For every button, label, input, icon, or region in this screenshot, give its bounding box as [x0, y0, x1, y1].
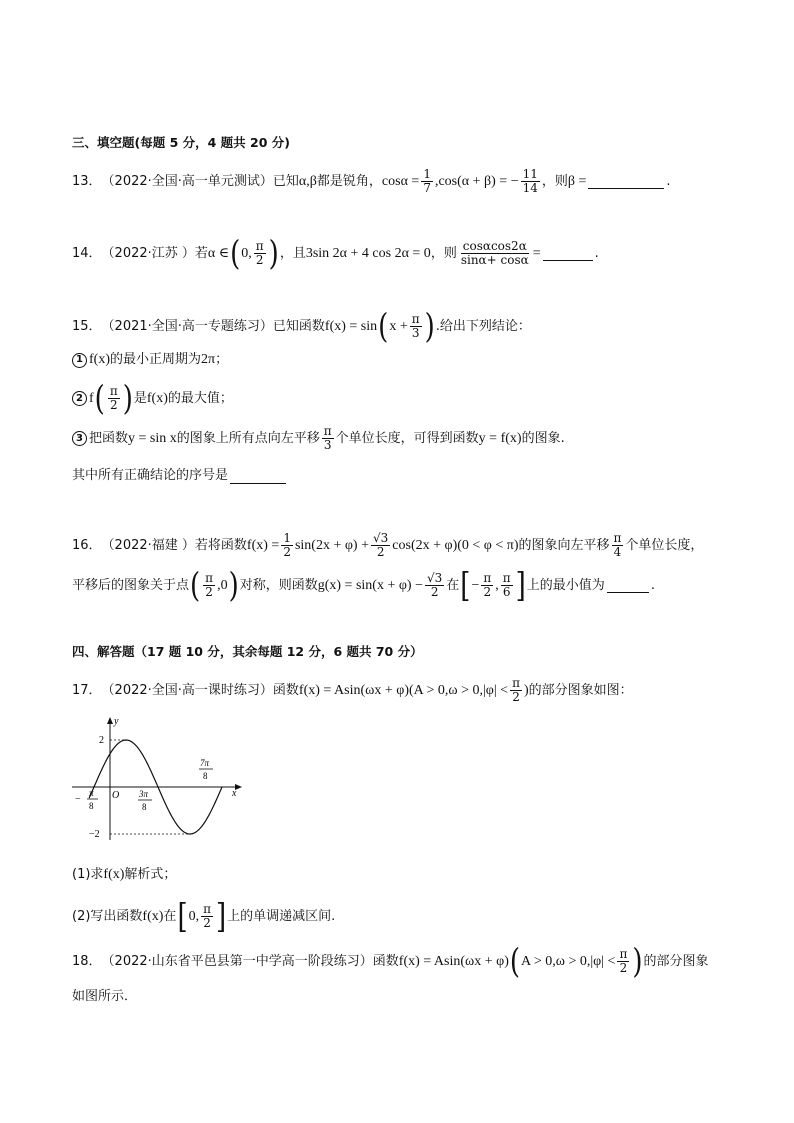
q17-p2-pi: π — [203, 902, 211, 916]
q13-f2-den: 14 — [522, 181, 538, 195]
q16-end: . — [650, 577, 655, 593]
tick-neg-den: 8 — [89, 801, 94, 811]
q16-text-3: 个单位长度， — [625, 537, 704, 553]
section-4-title: 四、解答题（17 题 10 分，其余每题 12 分，6 题共 70 分） — [72, 644, 423, 659]
q17-graph — [72, 708, 252, 843]
origin-label: O — [112, 790, 120, 801]
q15-mark-3: 3 — [72, 431, 87, 446]
tick-3-num: 3π — [139, 789, 149, 799]
question-18-line-2 — [72, 986, 137, 1008]
q15-c2-right-paren: ) — [122, 379, 133, 418]
question-13 — [72, 168, 671, 195]
question-16-line-2 — [72, 566, 655, 605]
x-axis-label: x — [232, 788, 237, 799]
q15-c1-fx: f(x) — [89, 352, 110, 367]
q16-interval-minus: − — [471, 577, 480, 593]
q14-left-paren: ( — [230, 234, 241, 273]
q18-text-2: 的部分图象 — [643, 953, 709, 969]
q13-answer-blank[interactable] — [588, 174, 664, 189]
question-16 — [72, 532, 703, 559]
q15-left-paren: ( — [378, 307, 389, 346]
y-min-label: −2 — [89, 829, 100, 840]
q18-number: 18． — [72, 953, 102, 969]
q17-text-2: 的部分图象如图： — [528, 682, 633, 698]
q13-f1-den: 7 — [423, 181, 431, 195]
q16-four: 4 — [613, 545, 622, 559]
q14-text-3: ，则 — [430, 245, 457, 261]
q15-c2-pi-over-2 — [108, 385, 120, 412]
question-15 — [72, 307, 531, 346]
q16-fx: f(x) = — [246, 537, 280, 553]
q16-text-5: 对称，则函数 — [239, 577, 318, 593]
q18-text-1: 函数 — [372, 953, 399, 969]
q14-source: （2022·江苏 ） — [101, 245, 195, 261]
tick-neg-num: π — [89, 788, 94, 798]
q16-point-right-paren: ) — [228, 566, 239, 605]
q17-pi-over-2 — [510, 677, 522, 704]
q15-c2-text-2: 的最大值； — [167, 390, 233, 406]
q16-point-pi-over-2 — [203, 572, 215, 599]
q18-fx: f(x) = Asin(ωx + φ) — [398, 953, 509, 969]
q14-pi-over-2 — [254, 240, 266, 267]
q13-f2-num: 11 — [522, 167, 538, 181]
q15-c2-left-paren: ( — [94, 379, 105, 418]
q15-ask-text: 其中所有正确结论的序号是 — [72, 468, 229, 483]
question-18 — [72, 942, 709, 981]
q14-equation: 3sin 2α + 4 cos 2α = 0 — [305, 245, 431, 261]
q15-right-paren: ) — [424, 307, 435, 346]
q16-root3-den: 2 — [376, 545, 385, 559]
q15-c2-f: f — [89, 390, 94, 406]
q15-conclusion-2 — [72, 379, 233, 418]
tick-3-den: 8 — [142, 802, 147, 812]
q13-number: 13． — [72, 173, 102, 189]
q15-c1-value: 2π — [201, 352, 216, 367]
q16-sin-part: sin(2x + φ) + — [294, 537, 369, 553]
q16-pt-two: 2 — [205, 585, 213, 599]
q18-left-paren: ( — [509, 942, 521, 981]
q16-pi-over-4 — [612, 532, 624, 559]
q16-point-rest: ,0 — [217, 577, 228, 593]
q16-half-num: 1 — [283, 531, 291, 545]
q16-answer-blank[interactable] — [607, 578, 649, 593]
q14-interval-start: 0, — [241, 245, 252, 261]
q15-source: （2021·全国·高一专题练习） — [101, 318, 273, 334]
q16-number: 16． — [72, 537, 102, 553]
q13-f1-num: 1 — [423, 167, 431, 181]
q16-interval-left-bracket: [ — [460, 566, 471, 605]
q14-ratio-num: cosαcos2α — [462, 239, 527, 253]
q18-text-3: 如图所示． — [72, 989, 138, 1004]
q16-root3: √3 — [373, 531, 389, 545]
q16-g-two: 2 — [430, 585, 439, 599]
q15-c1-text: 的最小正周期为 — [110, 352, 202, 367]
q13-fraction-11-14 — [521, 168, 540, 195]
q18-pi: π — [619, 947, 628, 961]
q14-ratio — [459, 240, 531, 267]
question-17 — [72, 677, 633, 704]
q15-c3-pi-over-3 — [322, 425, 334, 452]
q17-pi: π — [512, 676, 520, 690]
q15-c3-text-1: 把函数 — [89, 430, 129, 446]
q15-x-plus: x + — [389, 318, 408, 334]
q13-text-2: 都是锐角， — [316, 173, 382, 189]
q14-text-2: ，且 — [279, 245, 306, 261]
q18-two: 2 — [619, 961, 628, 975]
section-3-title: 三、填空题(每题 5 分，4 题共 20 分) — [72, 135, 290, 150]
q16-half-den: 2 — [283, 545, 291, 559]
q14-ratio-den: sinα+ cosα — [460, 253, 529, 267]
q16-interval-a — [481, 572, 493, 599]
q15-c3-three: 3 — [323, 438, 332, 452]
q14-two: 2 — [255, 253, 264, 267]
q15-mark-2: 2 — [72, 391, 87, 406]
q16-interval-right-bracket: ] — [515, 566, 526, 605]
q15-c3-text-2: 的图象上所有点向左平移 — [176, 430, 320, 446]
q17-two: 2 — [512, 690, 520, 704]
q15-c2-text-1: 是 — [133, 390, 147, 406]
q17-p2-text-c: 上的单调递减区间. — [227, 908, 336, 924]
y-axis-arrow — [107, 717, 113, 724]
q14-end: . — [594, 245, 599, 261]
q17-fx: f(x) = Asin(ωx + φ)(A > 0,ω > 0,|φ| < — [298, 682, 509, 698]
q13-text-1: 已知 — [272, 173, 299, 189]
q16-pi: π — [613, 531, 622, 545]
q17-p2-text-a: (2)写出函数 — [72, 908, 143, 924]
q15-text-1: 已知函数 — [272, 318, 325, 334]
q15-mark-1: 1 — [72, 353, 87, 368]
q17-source: （2022·全国·高一课时练习） — [101, 682, 273, 698]
q14-equals: = — [532, 245, 541, 261]
tick-7-num: 7π — [200, 758, 210, 768]
q16-root3-over-2 — [371, 532, 390, 559]
q16-half — [281, 532, 293, 559]
question-14 — [72, 234, 599, 273]
q15-c3-pi: π — [323, 424, 332, 438]
q13-cos-alpha-beta: ,cos(α + β) = − — [434, 173, 519, 189]
q14-pi: π — [255, 239, 264, 253]
q18-condition: A > 0,ω > 0,|φ| < — [521, 953, 616, 969]
q15-c3-y-sinx: y = sin x — [128, 430, 177, 446]
q15-c3-y-fx: y = f(x) — [478, 430, 522, 446]
q14-answer-blank[interactable] — [543, 246, 593, 261]
q16-interval-b — [501, 572, 513, 599]
q16-text-7: 上的最小值为 — [526, 577, 605, 593]
q17-p2-text-b: 在 — [163, 908, 177, 924]
q15-number: 15． — [72, 318, 102, 334]
q18-pi-over-2 — [617, 948, 629, 975]
q15-c1-end: ； — [215, 352, 229, 367]
q17-part-1 — [72, 864, 176, 886]
q15-c2-pi: π — [109, 384, 118, 398]
q15-conclusion-1 — [72, 349, 228, 371]
q17-p1-text-b: 解析式； — [124, 867, 177, 882]
q16-point-left-paren: ( — [190, 566, 201, 605]
y-axis-label: y — [114, 716, 119, 727]
q17-p2-two: 2 — [203, 916, 211, 930]
q15-function: f(x) = sin — [324, 318, 378, 334]
q16-iv-a-pi: π — [483, 571, 492, 585]
q13-text-3: ，则 — [541, 173, 568, 189]
q16-iv-b-pi: π — [502, 571, 511, 585]
q17-part-2 — [72, 897, 336, 936]
q17-close-paren: ) — [523, 682, 529, 698]
q16-cos-part: cos(2x + φ)(0 < φ < π) — [392, 537, 519, 553]
q16-g-root3-over-2 — [425, 572, 444, 599]
q13-beta-eq: β = — [567, 173, 587, 189]
q13-alpha-beta: α,β — [298, 173, 317, 189]
q16-iv-b-six: 6 — [502, 585, 511, 599]
q18-source: （2022·山东省平邑县第一中学高一阶段练习） — [101, 953, 373, 969]
q15-c3-text-3: 个单位长度，可得到函数 — [335, 430, 479, 446]
q16-source: （2022·福建 ） — [101, 537, 195, 553]
tick-7-den: 8 — [203, 771, 208, 781]
q17-p2-right-bracket: ] — [215, 897, 227, 936]
q17-p2-pi-over-2 — [201, 903, 213, 930]
tick-neg-minus: − — [75, 794, 81, 805]
q17-p2-interval-start: 0, — [188, 908, 200, 924]
q16-g-root3: √3 — [427, 571, 443, 585]
q16-interval-comma: , — [495, 577, 499, 593]
q14-text-1: 若 — [194, 245, 208, 261]
q15-pi-over-3 — [410, 313, 422, 340]
q16-text-6: 在 — [446, 577, 460, 593]
q15-pi: π — [411, 312, 420, 326]
q17-number: 17． — [72, 682, 102, 698]
q13-end: . — [666, 173, 671, 189]
q13-source: （2022·全国·高一单元测试） — [101, 173, 273, 189]
q15-ask — [72, 465, 288, 487]
q14-right-paren: ) — [268, 234, 279, 273]
q15-conclusion-3 — [72, 425, 565, 452]
q17-p2-fx: f(x) — [142, 908, 164, 924]
q14-number: 14． — [72, 245, 102, 261]
q16-iv-a-two: 2 — [483, 585, 492, 599]
q15-c3-text-4: 的图象. — [521, 430, 565, 446]
q17-text-1: 函数 — [272, 682, 299, 698]
q16-gx: g(x) = sin(x + φ) − — [317, 577, 423, 593]
q18-right-paren: ) — [632, 942, 643, 981]
q15-three: 3 — [411, 326, 420, 340]
q16-pt-pi: π — [205, 571, 214, 585]
q15-text-2: .给出下列结论： — [435, 318, 531, 334]
q17-p1-text-a: (1)求 — [72, 867, 104, 882]
y-max-label: 2 — [99, 735, 104, 746]
q16-text-1: 若将函数 — [194, 537, 247, 553]
q15-c2-two: 2 — [109, 398, 118, 412]
q16-text-4: 平移后的图象关于点 — [72, 577, 190, 593]
q16-text-2: 的图象向左平移 — [518, 537, 610, 553]
q13-cos-alpha: cosα = — [381, 173, 420, 189]
q14-alpha-in: α ∈ — [207, 245, 230, 261]
q15-c2-fx: f(x) — [146, 390, 168, 406]
q17-p1-fx: f(x) — [103, 867, 125, 882]
q17-p2-left-bracket: [ — [177, 897, 188, 936]
q15-answer-blank[interactable] — [230, 469, 286, 484]
q13-fraction-1-7 — [421, 168, 433, 195]
